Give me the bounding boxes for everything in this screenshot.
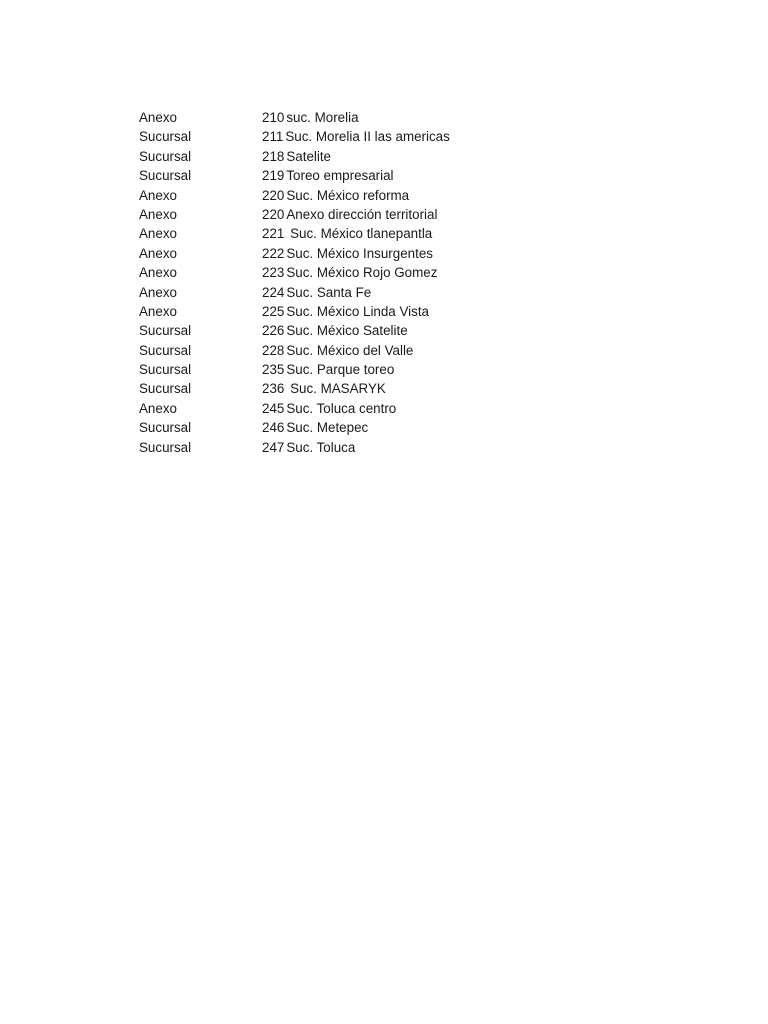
table-row (139, 302, 559, 321)
table-row (139, 224, 559, 243)
branch-type-cell: Anexo (139, 206, 177, 222)
branch-type-cell: Anexo (139, 303, 177, 319)
branch-code-cell: 222 (262, 245, 285, 261)
branch-table (139, 108, 559, 457)
branch-name-cell: Suc. Parque toreo (286, 362, 395, 378)
branch-type-cell: Anexo (139, 187, 177, 203)
branch-name-cell: Toreo empresarial (286, 168, 394, 184)
branch-name-cell: Suc. México Insurgentes (286, 245, 433, 261)
branch-name-cell: Anexo dirección territorial (286, 206, 438, 222)
branch-name-cell: Suc. México Linda Vista (286, 303, 430, 319)
branch-name-cell: Suc. México del Valle (286, 342, 414, 358)
table-row (139, 418, 559, 437)
branch-name-cell: Suc. Toluca centro (286, 400, 397, 416)
branch-name-cell: Suc. México Satelite (286, 323, 408, 339)
branch-code-cell: 228 (262, 342, 285, 358)
table-row (139, 399, 559, 418)
branch-type-cell: Sucursal (139, 148, 192, 164)
branch-name-cell: Suc. Santa Fe (286, 284, 372, 300)
table-row (139, 283, 559, 302)
branch-code-cell: 235 (262, 362, 285, 378)
branch-type-cell: Sucursal (139, 323, 192, 339)
branch-type-cell: Sucursal (139, 381, 192, 397)
branch-code-cell: 211 (262, 129, 284, 145)
branch-code-cell: 247 (262, 439, 285, 455)
branch-type-cell: Anexo (139, 110, 177, 125)
branch-type-cell: Anexo (139, 245, 177, 261)
branch-code-cell: 226 (262, 323, 285, 339)
table-row (139, 127, 559, 146)
table-row (139, 147, 559, 166)
branch-code-cell: 219 (262, 168, 285, 184)
branch-code-cell: 225 (262, 303, 285, 319)
table-row (139, 321, 559, 340)
branch-code-cell: 236 (262, 381, 285, 397)
branch-type-cell: Anexo (139, 226, 177, 242)
table-row (139, 438, 559, 457)
branch-code-cell: 224 (262, 284, 285, 300)
branch-name-cell: Suc. Toluca (286, 439, 356, 455)
branch-name-cell: Satelite (286, 148, 332, 164)
branch-name-cell: suc. Morelia (286, 110, 359, 125)
branch-code-cell: 245 (262, 400, 285, 416)
branch-name-cell: Suc. México tlanepantla (286, 226, 433, 242)
branch-type-cell: Sucursal (139, 168, 192, 184)
branch-code-cell: 246 (262, 420, 285, 436)
branch-code-cell: 220 (262, 187, 285, 203)
table-row (139, 379, 559, 398)
branch-type-cell: Anexo (139, 400, 177, 416)
table-row (139, 360, 559, 379)
branch-type-cell: Sucursal (139, 342, 192, 358)
branch-name-cell: Suc. Metepec (286, 420, 369, 436)
table-row (139, 166, 559, 185)
branch-name-cell: Suc. MASARYK (286, 381, 386, 397)
table-row (139, 263, 559, 282)
table-row (139, 108, 559, 127)
branch-name-cell: Suc. México reforma (286, 187, 410, 203)
table-row (139, 341, 559, 360)
branch-name-cell: Suc. Morelia II las americas (285, 129, 450, 145)
branch-type-cell: Anexo (139, 284, 177, 300)
branch-type-cell: Sucursal (139, 129, 192, 145)
table-row (139, 186, 559, 205)
table-row (139, 244, 559, 263)
table-row (139, 205, 559, 224)
branch-type-cell: Sucursal (139, 439, 192, 455)
branch-type-cell: Sucursal (139, 362, 192, 378)
branch-code-cell: 210 (262, 110, 285, 125)
branch-type-cell: Sucursal (139, 420, 192, 436)
branch-code-cell: 218 (262, 148, 285, 164)
branch-code-cell: 221 (262, 226, 285, 242)
branch-name-cell: Suc. México Rojo Gomez (286, 265, 438, 281)
branch-code-cell: 220 (262, 206, 285, 222)
branch-type-cell: Anexo (139, 265, 177, 281)
branch-code-cell: 223 (262, 265, 285, 281)
